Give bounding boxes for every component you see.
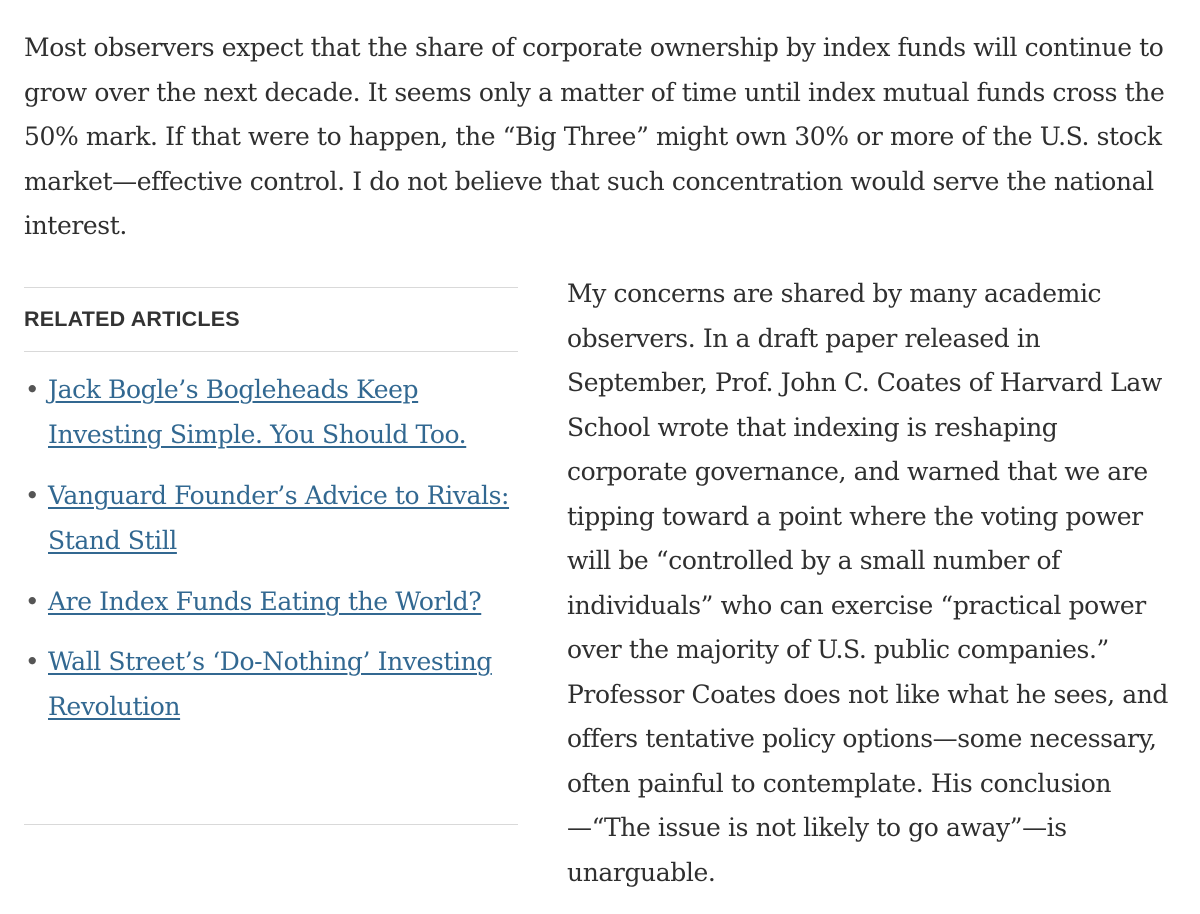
related-articles-heading: RELATED ARTICLES — [24, 288, 518, 352]
related-article-link-do-nothing-investing[interactable]: Wall Street’s ‘Do-Nothing’ Investing Revolution — [48, 647, 492, 721]
related-article-link-bogleheads[interactable]: Jack Bogle’s Bogleheads Keep Investing Simple. You Should Too. — [48, 375, 467, 449]
bullet-icon: • — [24, 587, 40, 616]
body-paragraph: My concerns are shared by many academic observers. In a draft paper released in September, Prof. John C. Coates of Harvard Law School wrote that indexing is reshaping corporate governance, and warned that we are tipping toward a point where the voting power will be “controlled by a small number of individuals” who can exercise “practical power over the majority of U.S. public companies.” Professor Coates does not like what he sees, and offers tentative policy options—some necessary, often painful to contemplate. His conclusion—“The issue is not likely to go away”—is unarguable. — [567, 279, 1169, 887]
bullet-icon: • — [24, 375, 40, 404]
intro-paragraph: Most observers expect that the share of corporate ownership by index funds will continue to grow over the next decade. It seems only a matter of time until index mutual funds cross the 50% mark. If that were to happen, the “Big Three” might own 30% or more of the U.S. stock market—effective control. I do not believe that such concentration would serve the national interest. — [24, 33, 1165, 240]
related-articles-box — [24, 287, 518, 825]
related-article-link-vanguard-founder[interactable]: Vanguard Founder’s Advice to Rivals: Stand Still — [48, 481, 510, 555]
bullet-icon: • — [24, 481, 40, 510]
bullet-icon: • — [24, 647, 40, 676]
related-article-link-index-funds-world[interactable]: Are Index Funds Eating the World? — [48, 587, 482, 616]
